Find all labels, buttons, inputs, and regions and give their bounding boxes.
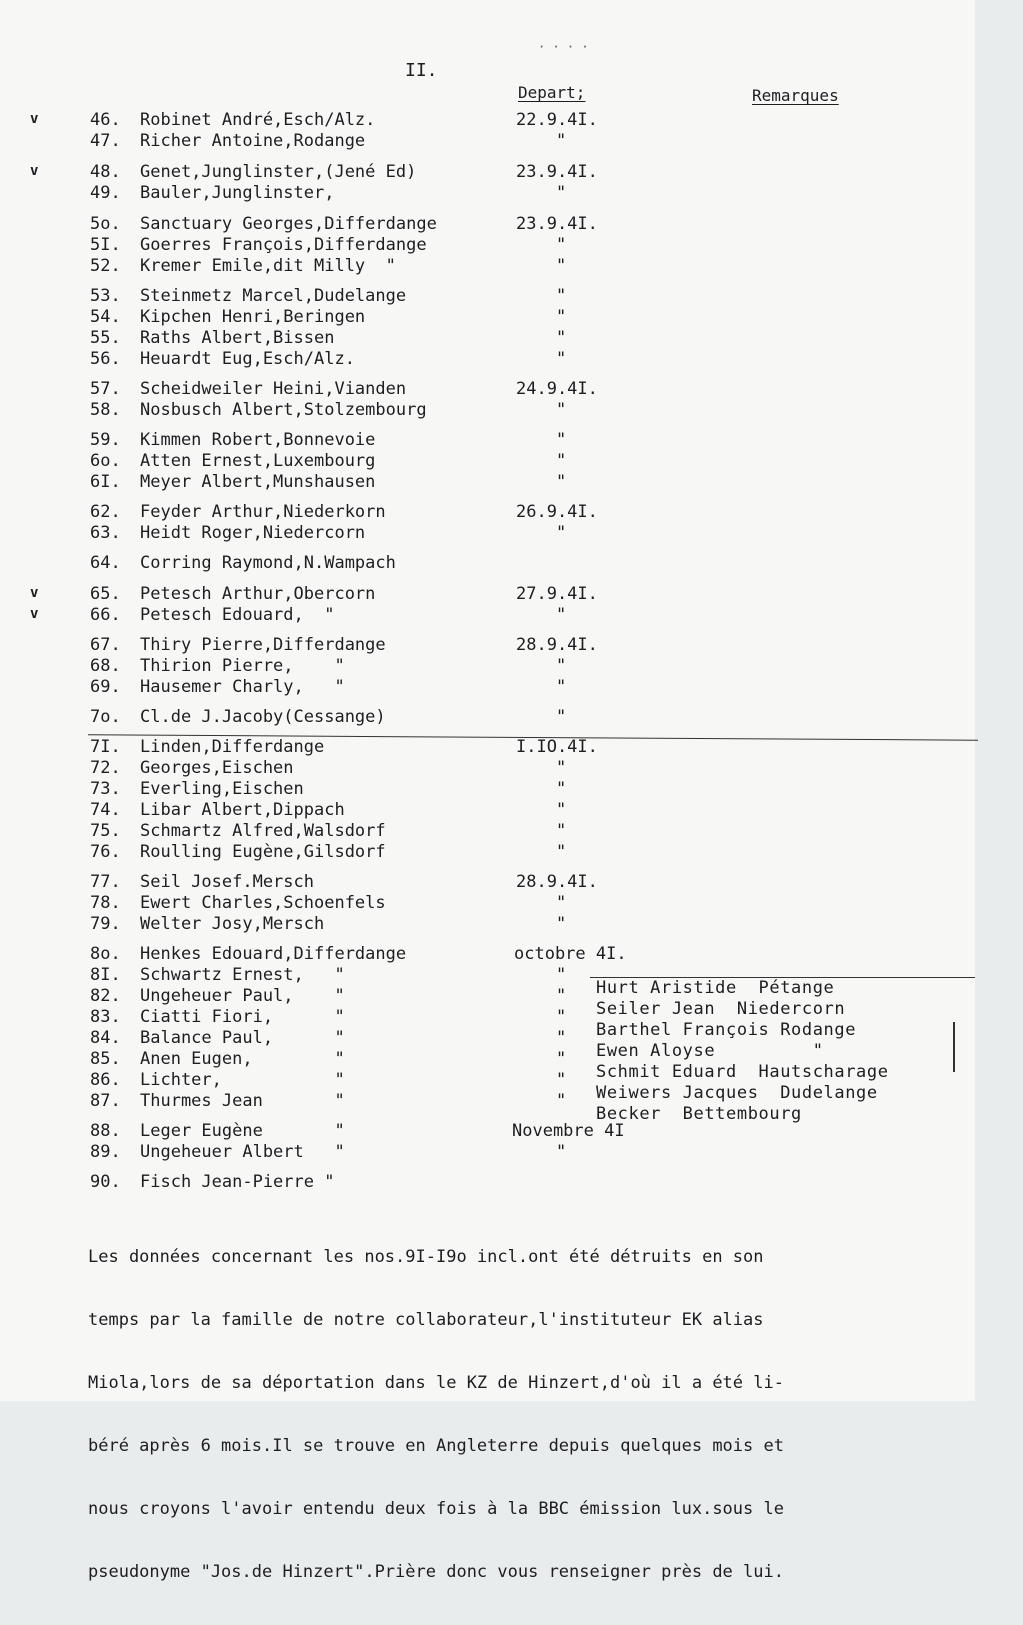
entry-departure: I.IO.4I.	[516, 737, 598, 757]
entry-departure: "	[556, 349, 567, 369]
entry-departure: "	[556, 523, 567, 543]
entry-departure: "	[556, 472, 567, 492]
entry-name: Roulling Eugène,Gilsdorf	[140, 842, 386, 862]
entry-name: Leger Eugène "	[140, 1121, 345, 1141]
entry-name: Schmartz Alfred,Walsdorf	[140, 821, 386, 841]
entry-number: 75.	[90, 821, 121, 841]
entry-number: 67.	[90, 635, 121, 655]
entry-departure: 28.9.4I.	[516, 872, 598, 892]
entry-number: 85.	[90, 1049, 121, 1069]
remark-entry: Ewen Aloyse "	[596, 1041, 824, 1061]
remark-entry: Schmit Eduard Hautscharage	[596, 1062, 889, 1082]
departure-column-header: Depart;	[518, 83, 586, 102]
entry-name: Petesch Edouard, "	[140, 605, 335, 625]
entry-number: 6I.	[90, 472, 121, 492]
entry-departure: "	[556, 1142, 567, 1162]
entry-departure: 26.9.4I.	[516, 502, 598, 522]
entry-number: 65.	[90, 584, 121, 604]
entry-number: 5o.	[90, 214, 121, 234]
entry-name: Anen Eugen, "	[140, 1049, 345, 1069]
entry-departure: "	[556, 1007, 567, 1027]
entry-number: 52.	[90, 256, 121, 276]
entry-number: 78.	[90, 893, 121, 913]
entry-departure: "	[556, 842, 567, 862]
entry-departure: "	[556, 1028, 567, 1048]
entry-number: 87.	[90, 1091, 121, 1111]
entry-number: 7I.	[90, 737, 121, 757]
entry-name: Ewert Charles,Schoenfels	[140, 893, 386, 913]
entry-departure: "	[556, 779, 567, 799]
entry-number: 59.	[90, 430, 121, 450]
entry-name: Steinmetz Marcel,Dudelange	[140, 286, 407, 306]
entry-departure: 27.9.4I.	[516, 584, 598, 604]
top-dots: · · · ·	[538, 40, 589, 54]
entry-name: Ciatti Fiori, "	[140, 1007, 345, 1027]
entry-departure: "	[556, 1049, 567, 1069]
remark-entry: Becker Bettembourg	[596, 1104, 802, 1124]
entry-departure: "	[556, 986, 567, 1006]
entry-name: Welter Josy,Mersch	[140, 914, 325, 934]
entry-departure: 28.9.4I.	[516, 635, 598, 655]
entry-departure: "	[556, 605, 567, 625]
entry-departure: 23.9.4I.	[516, 162, 598, 182]
remark-entry: Barthel François Rodange	[596, 1020, 857, 1040]
entry-number: 76.	[90, 842, 121, 862]
paragraph-line: nous croyons l'avoir entendu deux fois à la BBC émission lux.sous le	[88, 1499, 784, 1519]
entry-name: Fisch Jean-Pierre "	[140, 1172, 335, 1192]
entry-departure: 23.9.4I.	[516, 214, 598, 234]
entry-number: 73.	[90, 779, 121, 799]
entry-name: Corring Raymond,N.Wampach	[140, 553, 396, 573]
entry-number: 86.	[90, 1070, 121, 1090]
entry-name: Seil Josef.Mersch	[140, 872, 314, 892]
entry-name: Sanctuary Georges,Differdange	[140, 214, 437, 234]
entry-name: Heuardt Eug,Esch/Alz.	[140, 349, 355, 369]
check-mark: v	[30, 606, 39, 622]
entry-departure: Novembre 4I	[512, 1121, 625, 1141]
entry-name: Lichter, "	[140, 1070, 345, 1090]
entry-name: Kremer Emile,dit Milly "	[140, 256, 396, 276]
paragraph-line: Miola,lors de sa déportation dans le KZ de Hinzert,d'où il a été li-	[88, 1373, 784, 1393]
entry-number: 8o.	[90, 944, 121, 964]
entry-departure: "	[556, 183, 567, 203]
entry-name: Robinet André,Esch/Alz.	[140, 110, 376, 130]
entry-name: Heidt Roger,Niedercorn	[140, 523, 366, 543]
entry-departure: "	[556, 656, 567, 676]
entry-number: 5I.	[90, 235, 121, 255]
entry-departure: "	[556, 800, 567, 820]
check-mark: v	[30, 585, 39, 601]
entry-departure: "	[556, 914, 567, 934]
paragraph-line: pseudonyme "Jos.de Hinzert".Prière donc vous renseigner près de lui.	[88, 1562, 784, 1582]
remark-entry: Weiwers Jacques Dudelange	[596, 1083, 878, 1103]
entry-name: Genet,Junglinster,(Jené Ed)	[140, 162, 417, 182]
entry-name: Henkes Edouard,Differdange	[140, 944, 407, 964]
entry-name: Atten Ernest,Luxembourg	[140, 451, 376, 471]
entry-departure: "	[556, 256, 567, 276]
entry-name: Nosbusch Albert,Stolzembourg	[140, 400, 427, 420]
entry-number: 63.	[90, 523, 121, 543]
entry-number: 47.	[90, 131, 121, 151]
entry-number: 53.	[90, 286, 121, 306]
entry-departure: "	[556, 307, 567, 327]
entry-number: 57.	[90, 379, 121, 399]
remark-entry: Seiler Jean Niedercorn	[596, 999, 846, 1019]
entry-departure: 22.9.4I.	[516, 110, 598, 130]
entry-number: 49.	[90, 183, 121, 203]
entry-number: 79.	[90, 914, 121, 934]
entry-name: Petesch Arthur,Obercorn	[140, 584, 376, 604]
entry-name: Linden,Differdange	[140, 737, 325, 757]
entry-number: 68.	[90, 656, 121, 676]
entry-number: 46.	[90, 110, 121, 130]
entry-name: Ungeheuer Albert "	[140, 1142, 345, 1162]
entry-number: 83.	[90, 1007, 121, 1027]
entry-number: 55.	[90, 328, 121, 348]
entry-number: 58.	[90, 400, 121, 420]
entry-name: Goerres François,Differdange	[140, 235, 427, 255]
entry-departure: "	[556, 758, 567, 778]
entry-number: 82.	[90, 986, 121, 1006]
entry-number: 8I.	[90, 965, 121, 985]
entry-number: 90.	[90, 1172, 121, 1192]
entry-number: 72.	[90, 758, 121, 778]
entry-number: 77.	[90, 872, 121, 892]
entry-number: 48.	[90, 162, 121, 182]
entry-name: Raths Albert,Bissen	[140, 328, 335, 348]
paragraph-line: béré après 6 mois.Il se trouve en Angleterre depuis quelques mois et	[88, 1436, 784, 1456]
entry-departure: 24.9.4I.	[516, 379, 598, 399]
entry-departure: "	[556, 451, 567, 471]
paragraph-line: Les données concernant les nos.9I-I9o incl.ont été détruits en son	[88, 1247, 764, 1267]
entry-name: Schwartz Ernest, "	[140, 965, 345, 985]
remark-entry: Hurt Aristide Pétange	[596, 978, 835, 998]
entry-name: Bauler,Junglinster,	[140, 183, 335, 203]
check-mark: v	[30, 163, 39, 179]
entry-departure: "	[556, 286, 567, 306]
entry-departure: "	[556, 965, 567, 985]
entry-name: Balance Paul, "	[140, 1028, 345, 1048]
entry-number: 69.	[90, 677, 121, 697]
paragraph-line: temps par la famille de notre collaborateur,l'instituteur EK alias	[88, 1310, 764, 1330]
entry-name: Richer Antoine,Rodange	[140, 131, 366, 151]
entry-departure: "	[556, 1070, 567, 1090]
entry-name: Everling,Eischen	[140, 779, 304, 799]
entry-name: Thiry Pierre,Differdange	[140, 635, 386, 655]
entry-number: 64.	[90, 553, 121, 573]
entry-number: 84.	[90, 1028, 121, 1048]
entry-departure: "	[556, 821, 567, 841]
entry-departure: "	[556, 893, 567, 913]
entry-name: Meyer Albert,Munshausen	[140, 472, 376, 492]
entry-departure: "	[556, 1091, 567, 1111]
entry-number: 74.	[90, 800, 121, 820]
entry-name: Scheidweiler Heini,Vianden	[140, 379, 407, 399]
remarks-column-header: Remarques	[752, 86, 839, 105]
entry-number: 88.	[90, 1121, 121, 1141]
entry-name: Hausemer Charly, "	[140, 677, 345, 697]
entry-departure: "	[556, 707, 567, 727]
entry-number: 6o.	[90, 451, 121, 471]
entry-departure: "	[556, 328, 567, 348]
entry-number: 89.	[90, 1142, 121, 1162]
page-number: II.	[405, 60, 438, 81]
entry-departure: "	[556, 235, 567, 255]
entry-number: 7o.	[90, 707, 121, 727]
entry-number: 54.	[90, 307, 121, 327]
entry-name: Georges,Eischen	[140, 758, 294, 778]
entry-name: Cl.de J.Jacoby(Cessange)	[140, 707, 386, 727]
entry-name: Thurmes Jean "	[140, 1091, 345, 1111]
closing-paragraph	[88, 1205, 948, 1625]
entry-name: Kipchen Henri,Beringen	[140, 307, 366, 327]
entry-departure: "	[556, 131, 567, 151]
entry-name: Libar Albert,Dippach	[140, 800, 345, 820]
entry-number: 66.	[90, 605, 121, 625]
entry-number: 62.	[90, 502, 121, 522]
entry-departure: octobre 4I.	[514, 944, 627, 964]
check-mark: v	[30, 111, 39, 127]
entry-name: Thirion Pierre, "	[140, 656, 345, 676]
entry-departure: "	[556, 430, 567, 450]
entry-name: Feyder Arthur,Niederkorn	[140, 502, 386, 522]
remarks-side-bar	[953, 1022, 955, 1072]
entry-departure: "	[556, 677, 567, 697]
entry-departure: "	[556, 400, 567, 420]
entry-number: 56.	[90, 349, 121, 369]
entry-name: Ungeheuer Paul, "	[140, 986, 345, 1006]
entry-name: Kimmen Robert,Bonnevoie	[140, 430, 376, 450]
